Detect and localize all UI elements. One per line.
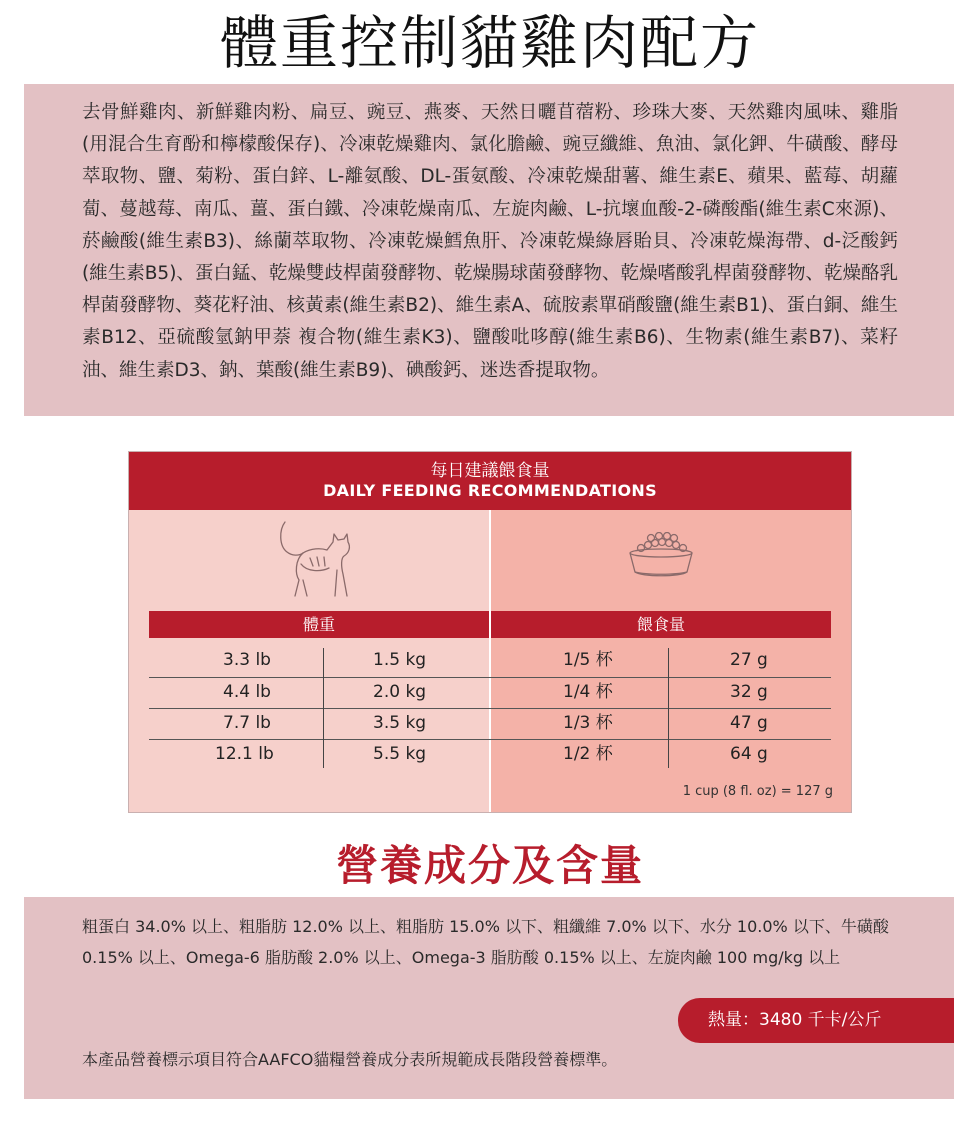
nutrition-title: 營養成分及含量 <box>335 841 644 890</box>
weight-kg: 2.0 kg <box>373 682 427 702</box>
ingredients-panel <box>24 84 954 416</box>
aafco-note: 本產品營養標示項目符合AAFCO貓糧營養成分表所規範成長階段營養標準。 <box>82 1050 618 1069</box>
weight-lb: 12.1 lb <box>215 744 274 764</box>
page-title: 體重控制貓雞肉配方 <box>219 9 760 77</box>
cup-conversion-note: 1 cup (8 fl. oz) = 127 g <box>682 784 833 799</box>
feeding-title-en: DAILY FEEDING RECOMMENDATIONS <box>323 481 657 500</box>
feeding-row <box>149 678 831 707</box>
amount-grams: 47 g <box>730 713 768 733</box>
feeding-title-zh: 每日建議餵食量 <box>430 461 550 481</box>
weight-column-header: 體重 <box>149 611 489 638</box>
amount-grams: 64 g <box>730 744 768 764</box>
calorie-badge: 熱量：3480 千卡/公斤 <box>678 998 954 1043</box>
nutrition-panel <box>24 897 954 1099</box>
feeding-row <box>149 646 831 675</box>
feeding-header <box>129 452 851 510</box>
food-bowl-icon <box>621 532 701 580</box>
feeding-row <box>149 740 831 769</box>
ingredients-text: 去骨鮮雞肉、新鮮雞肉粉、扁豆、豌豆、燕麥、天然日曬苜蓿粉、珍珠大麥、天然雞肉風味、雞脂(用混合生育酚和檸檬酸保存)、冷凍乾燥雞肉、氯化膽鹼、豌豆纖維、魚油、氯化鉀、牛磺酸、酵母萃取物、鹽、菊粉、蛋白鋅、L-離氨酸、DL-蛋氨酸、冷凍乾燥甜薯、維生素E、蘋果、藍莓、胡蘿蔔、蔓越莓、南瓜、薑、蛋白鐵、冷凍乾燥南瓜、左旋肉鹼、L-抗壞血酸-2-磷酸酯(維生素C來源)、菸鹼酸(維生素B3)、絲蘭萃取物、冷凍乾燥鱈魚肝、冷凍乾燥綠唇貽貝、冷凍乾燥海帶、d-泛酸鈣(維生素B5)、蛋白錳、乾燥雙歧桿菌發酵物、乾燥腸球菌發酵物、乾燥嗜酸乳桿菌發酵物、乾燥酪乳桿菌發酵物、葵花籽油、核黃素(維生素B2)、維生素A、硫胺素單硝酸鹽(維生素B1)、蛋白銅、維生素B12、亞硫酸氫鈉甲萘 複合物(維生素K3)、鹽酸吡哆醇(維生素B6)、生物素(維生素B7)、菜籽油、維生素D3、鈉、葉酸(維生素B9)、碘酸鈣、迷迭香提取物。 <box>82 102 898 381</box>
weight-lb: 3.3 lb <box>223 650 271 670</box>
weight-lb: 7.7 lb <box>223 713 271 733</box>
nutrition-text: 粗蛋白 34.0% 以上、粗脂肪 12.0% 以上、粗脂肪 15.0% 以下、粗纖維 7.0% 以下、水分 10.0% 以下、牛磺酸 0.15% 以上、Omega-6 脂肪酸 2.0% 以上、Omega-3 脂肪酸 0.15% 以上、左旋肉鹼 100 mg/kg 以上 <box>82 917 889 967</box>
column-divider <box>323 648 324 768</box>
cat-icon <box>277 520 357 602</box>
amount-column-header: 餵食量 <box>491 611 831 638</box>
weight-kg: 5.5 kg <box>373 744 427 764</box>
amount-cups: 1/2 杯 <box>563 744 613 764</box>
amount-cups: 1/3 杯 <box>563 713 613 733</box>
weight-lb: 4.4 lb <box>223 682 271 702</box>
weight-kg: 3.5 kg <box>373 713 427 733</box>
amount-grams: 32 g <box>730 682 768 702</box>
feeding-row <box>149 709 831 738</box>
amount-grams: 27 g <box>730 650 768 670</box>
feeding-recommendations <box>128 451 852 813</box>
amount-cups: 1/5 杯 <box>563 650 613 670</box>
weight-kg: 1.5 kg <box>373 650 427 670</box>
column-divider <box>668 648 669 768</box>
amount-cups: 1/4 杯 <box>563 682 613 702</box>
